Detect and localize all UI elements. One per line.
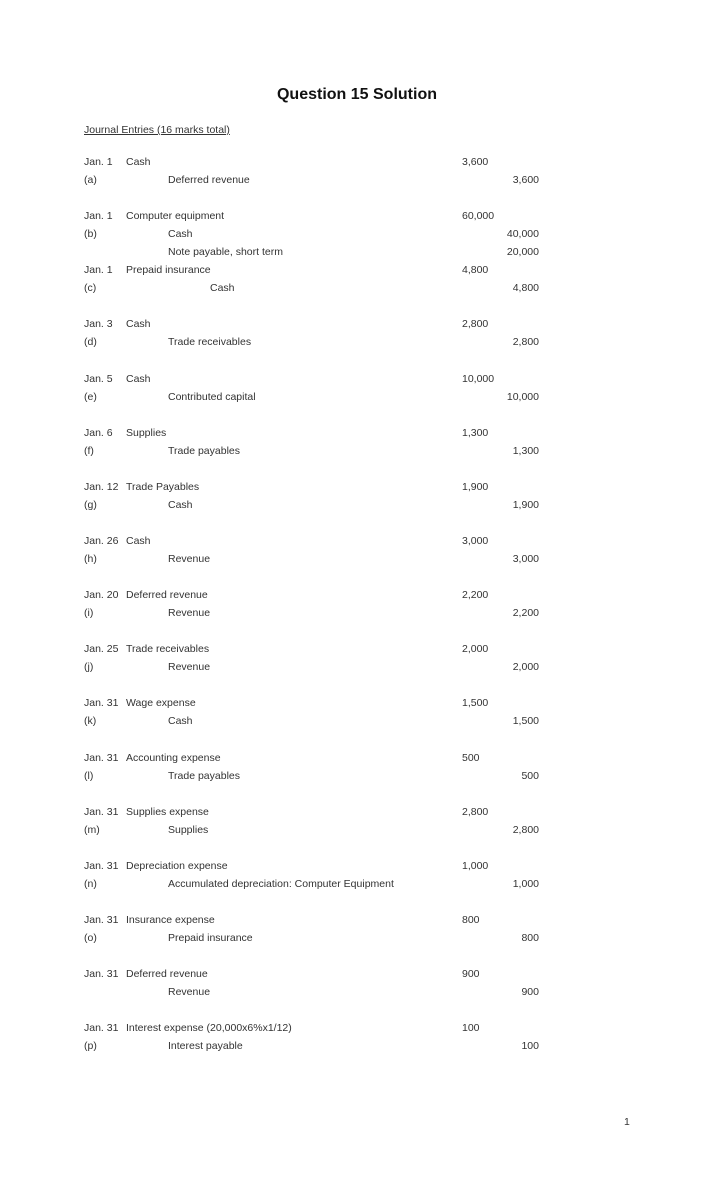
debit-line xyxy=(0,207,714,225)
credit-account: Revenue xyxy=(168,986,211,999)
credit-line xyxy=(0,333,714,351)
credit-account: Accumulated depreciation: Computer Equipment xyxy=(168,877,394,890)
credit-account: Trade payables xyxy=(168,444,240,457)
entry-letter: (n) xyxy=(84,877,97,890)
journal-entry xyxy=(0,1019,714,1073)
debit-line xyxy=(0,694,714,712)
debit-amount: 2,800 xyxy=(462,805,489,818)
credit-amount: 20,000 xyxy=(506,246,539,259)
debit-account: Trade Payables xyxy=(126,480,200,493)
credit-amount: 2,800 xyxy=(512,823,539,836)
credit-line xyxy=(0,550,714,568)
debit-account: Trade receivables xyxy=(126,643,210,656)
entry-date: Jan. 31 xyxy=(84,805,119,818)
credit-account: Interest payable xyxy=(168,1040,243,1053)
credit-account: Contributed capital xyxy=(168,390,256,403)
entry-letter: (h) xyxy=(84,552,97,565)
debit-amount: 500 xyxy=(462,751,480,764)
debit-line xyxy=(0,370,714,388)
entry-letter: (c) xyxy=(84,282,97,295)
entry-letter: (f) xyxy=(84,444,94,457)
credit-line xyxy=(0,243,714,261)
debit-amount: 100 xyxy=(462,1022,480,1035)
entry-date: Jan. 6 xyxy=(84,426,113,439)
debit-account: Insurance expense xyxy=(126,913,215,926)
credit-line xyxy=(0,875,714,893)
debit-line xyxy=(0,803,714,821)
credit-amount: 1,000 xyxy=(512,877,539,890)
debit-account: Supplies expense xyxy=(126,805,209,818)
debit-line xyxy=(0,640,714,658)
credit-amount: 4,800 xyxy=(512,282,539,295)
entry-date: Jan. 31 xyxy=(84,751,119,764)
debit-line xyxy=(0,1019,714,1037)
credit-account: Deferred revenue xyxy=(168,174,250,186)
debit-amount: 1,300 xyxy=(462,426,489,439)
debit-account: Prepaid insurance xyxy=(126,264,211,277)
credit-amount: 2,000 xyxy=(512,661,539,674)
journal-entry xyxy=(0,370,714,424)
journal-entries xyxy=(0,153,714,1073)
debit-account: Supplies xyxy=(126,426,167,439)
section-subtitle: Journal Entries (16 marks total) xyxy=(84,124,230,136)
credit-account: Cash xyxy=(168,228,193,241)
journal-entry xyxy=(0,315,714,369)
credit-amount: 100 xyxy=(521,1040,539,1053)
credit-line xyxy=(0,442,714,460)
debit-line xyxy=(0,478,714,496)
debit-line xyxy=(0,261,714,279)
credit-account: Revenue xyxy=(168,552,211,565)
debit-account: Depreciation expense xyxy=(126,859,228,872)
credit-amount: 1,300 xyxy=(512,444,539,457)
debit-amount: 4,800 xyxy=(462,264,489,277)
credit-account: Note payable, short term xyxy=(168,246,283,259)
entry-letter: (b) xyxy=(84,228,97,241)
debit-amount: 1,500 xyxy=(462,697,489,710)
debit-amount: 3,600 xyxy=(462,156,489,168)
page-number: 1 xyxy=(624,1116,630,1128)
debit-line xyxy=(0,911,714,929)
credit-account: Cash xyxy=(210,282,235,295)
journal-entry xyxy=(0,694,714,748)
debit-account: Cash xyxy=(126,372,151,385)
journal-entry xyxy=(0,749,714,803)
journal-entry xyxy=(0,640,714,694)
debit-amount: 2,200 xyxy=(462,589,489,602)
credit-line xyxy=(0,983,714,1001)
entry-date: Jan. 20 xyxy=(84,589,119,602)
journal-entry xyxy=(0,207,714,261)
credit-account: Cash xyxy=(168,498,193,511)
credit-line xyxy=(0,658,714,676)
debit-line xyxy=(0,153,714,171)
debit-account: Deferred revenue xyxy=(126,589,208,602)
credit-account: Revenue xyxy=(168,661,211,674)
entry-date: Jan. 1 xyxy=(84,156,113,168)
credit-account: Prepaid insurance xyxy=(168,931,253,944)
credit-line xyxy=(0,821,714,839)
entry-date: Jan. 5 xyxy=(84,372,113,385)
journal-entry xyxy=(0,803,714,857)
debit-amount: 900 xyxy=(462,968,480,981)
credit-account: Trade payables xyxy=(168,769,240,782)
credit-amount: 3,000 xyxy=(512,552,539,565)
entry-date: Jan. 1 xyxy=(84,210,113,223)
entry-date: Jan. 25 xyxy=(84,643,119,656)
journal-entry xyxy=(0,261,714,315)
entry-letter: (a) xyxy=(84,174,97,186)
credit-line xyxy=(0,604,714,622)
journal-entry xyxy=(0,478,714,532)
debit-account: Wage expense xyxy=(126,697,196,710)
entry-date: Jan. 31 xyxy=(84,1022,119,1035)
entry-date: Jan. 26 xyxy=(84,534,119,547)
entry-letter: (o) xyxy=(84,931,97,944)
debit-account: Deferred revenue xyxy=(126,968,208,981)
credit-amount: 900 xyxy=(521,986,539,999)
credit-amount: 500 xyxy=(521,769,539,782)
credit-line xyxy=(0,929,714,947)
entry-date: Jan. 31 xyxy=(84,697,119,710)
debit-amount: 800 xyxy=(462,913,480,926)
credit-account: Revenue xyxy=(168,607,211,620)
debit-amount: 1,000 xyxy=(462,859,489,872)
debit-amount: 60,000 xyxy=(462,210,495,223)
entry-date: Jan. 3 xyxy=(84,318,113,331)
journal-entry xyxy=(0,424,714,478)
entry-letter: (e) xyxy=(84,390,97,403)
entry-letter: (g) xyxy=(84,498,97,511)
debit-account: Cash xyxy=(126,534,151,547)
debit-account: Cash xyxy=(126,156,151,168)
debit-line xyxy=(0,532,714,550)
journal-entry xyxy=(0,586,714,640)
entry-letter: (d) xyxy=(84,336,97,349)
journal-entry xyxy=(0,911,714,965)
credit-account: Supplies xyxy=(168,823,209,836)
credit-amount: 2,800 xyxy=(512,336,539,349)
debit-line xyxy=(0,965,714,983)
credit-line xyxy=(0,388,714,406)
debit-amount: 2,000 xyxy=(462,643,489,656)
debit-amount: 2,800 xyxy=(462,318,489,331)
credit-amount: 3,600 xyxy=(512,174,539,186)
debit-account: Accounting expense xyxy=(126,751,221,764)
entry-letter: (k) xyxy=(84,715,97,728)
page-title: Question 15 Solution xyxy=(276,86,437,103)
debit-amount: 3,000 xyxy=(462,534,489,547)
credit-account: Trade receivables xyxy=(168,336,252,349)
entry-date: Jan. 12 xyxy=(84,480,119,493)
credit-line xyxy=(0,496,714,514)
credit-line xyxy=(0,712,714,730)
debit-line xyxy=(0,857,714,875)
entry-letter: (l) xyxy=(84,769,94,782)
entry-date: Jan. 31 xyxy=(84,913,119,926)
entry-letter: (i) xyxy=(84,607,94,620)
credit-amount: 1,900 xyxy=(512,498,539,511)
debit-line xyxy=(0,749,714,767)
entry-date: Jan. 31 xyxy=(84,968,119,981)
entry-letter: (p) xyxy=(84,1040,97,1053)
credit-line xyxy=(0,279,714,297)
credit-amount: 1,500 xyxy=(512,715,539,728)
credit-line xyxy=(0,171,714,189)
debit-account: Cash xyxy=(126,318,151,331)
entry-date: Jan. 31 xyxy=(84,859,119,872)
credit-line xyxy=(0,1037,714,1055)
journal-entry xyxy=(0,857,714,911)
credit-amount: 800 xyxy=(521,931,539,944)
credit-line xyxy=(0,225,714,243)
credit-line xyxy=(0,767,714,785)
debit-line xyxy=(0,424,714,442)
credit-account: Cash xyxy=(168,715,193,728)
credit-amount: 2,200 xyxy=(512,607,539,620)
journal-entry xyxy=(0,965,714,1019)
journal-entry xyxy=(0,532,714,586)
entry-letter: (j) xyxy=(84,661,94,674)
credit-amount: 40,000 xyxy=(506,228,539,241)
debit-account: Interest expense (20,000x6%x1/12) xyxy=(126,1022,292,1035)
entry-date: Jan. 1 xyxy=(84,264,113,277)
debit-amount: 10,000 xyxy=(462,372,495,385)
debit-account: Computer equipment xyxy=(126,210,225,223)
debit-amount: 1,900 xyxy=(462,480,489,493)
debit-line xyxy=(0,315,714,333)
debit-line xyxy=(0,586,714,604)
entry-letter: (m) xyxy=(84,823,100,836)
credit-amount: 10,000 xyxy=(506,390,539,403)
journal-entry xyxy=(0,153,714,207)
